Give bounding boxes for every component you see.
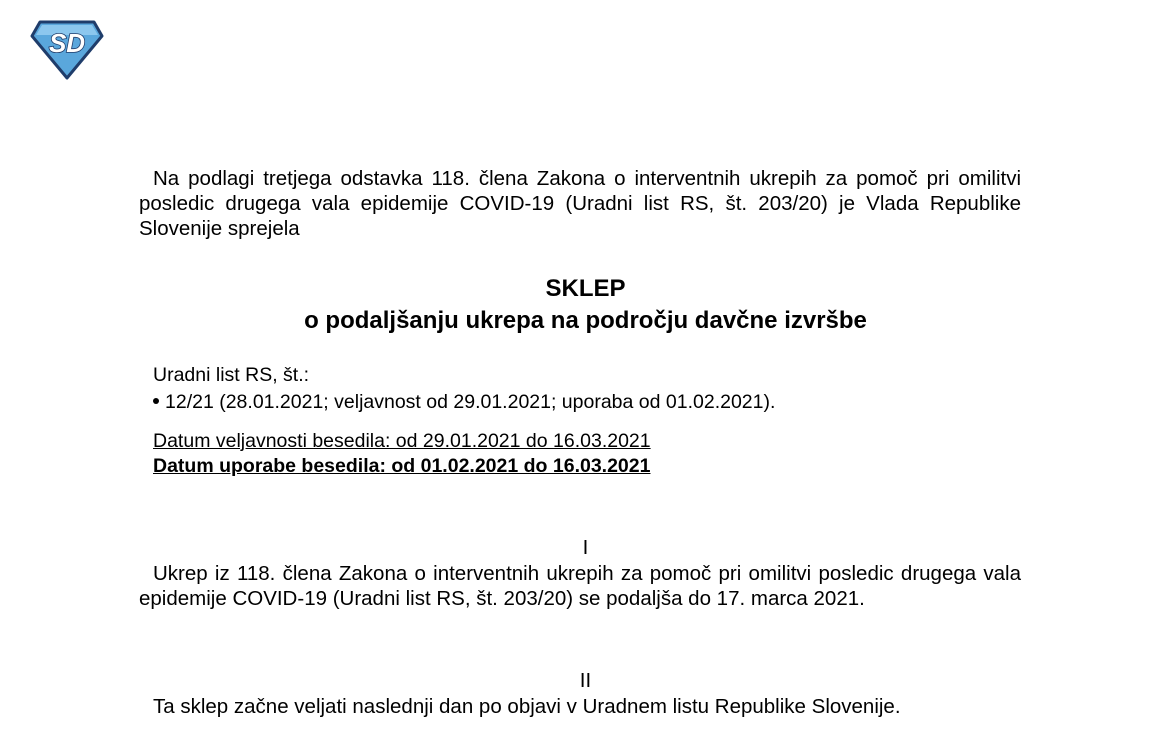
section-number: I <box>582 536 589 559</box>
bullet-icon <box>153 398 159 404</box>
section-paragraph <box>139 561 1021 611</box>
validity-date-text: Datum veljavnosti besedila: od 29.01.2021 do 16.03.2021 <box>153 430 651 452</box>
section-text: Ukrep iz 118. člena Zakona o interventnih ukrepih za pomoč pri omilitvi posledic drugega vala epidemije COVID-19 (Uradni list RS, št. 203/20) se podaljša do 17. marca 2021. <box>139 562 1021 610</box>
document-title: SKLEP <box>545 275 626 302</box>
section-text: Ta sklep začne veljati naslednji dan po objavi v Uradnem listu Republike Slovenije. <box>153 695 901 718</box>
sd-diamond-logo-icon <box>30 16 104 80</box>
usage-date-text: Datum uporabe besedila: od 01.02.2021 do 16.03.2021 <box>153 455 651 477</box>
gazette-list-item <box>153 390 775 415</box>
intro-paragraph <box>139 166 1021 241</box>
intro-text: Na podlagi tretjega odstavka 118. člena Zakona o interventnih ukrepih za pomoč pri omilitvi posledic drugega vala epidemije COVID-19 (Uradni list RS, št. 203/20) je Vlada Republike Slovenije sprejela <box>139 167 1021 240</box>
gazette-item-text: 12/21 (28.01.2021; veljavnost od 29.01.2021; uporaba od 01.02.2021). <box>165 391 776 413</box>
document-subtitle: o podaljšanju ukrepa na področju davčne izvršbe <box>304 307 867 334</box>
gazette-heading: Uradni list RS, št.: <box>153 364 310 386</box>
logo-lettering: SD <box>48 28 86 58</box>
section-number: II <box>579 669 592 692</box>
